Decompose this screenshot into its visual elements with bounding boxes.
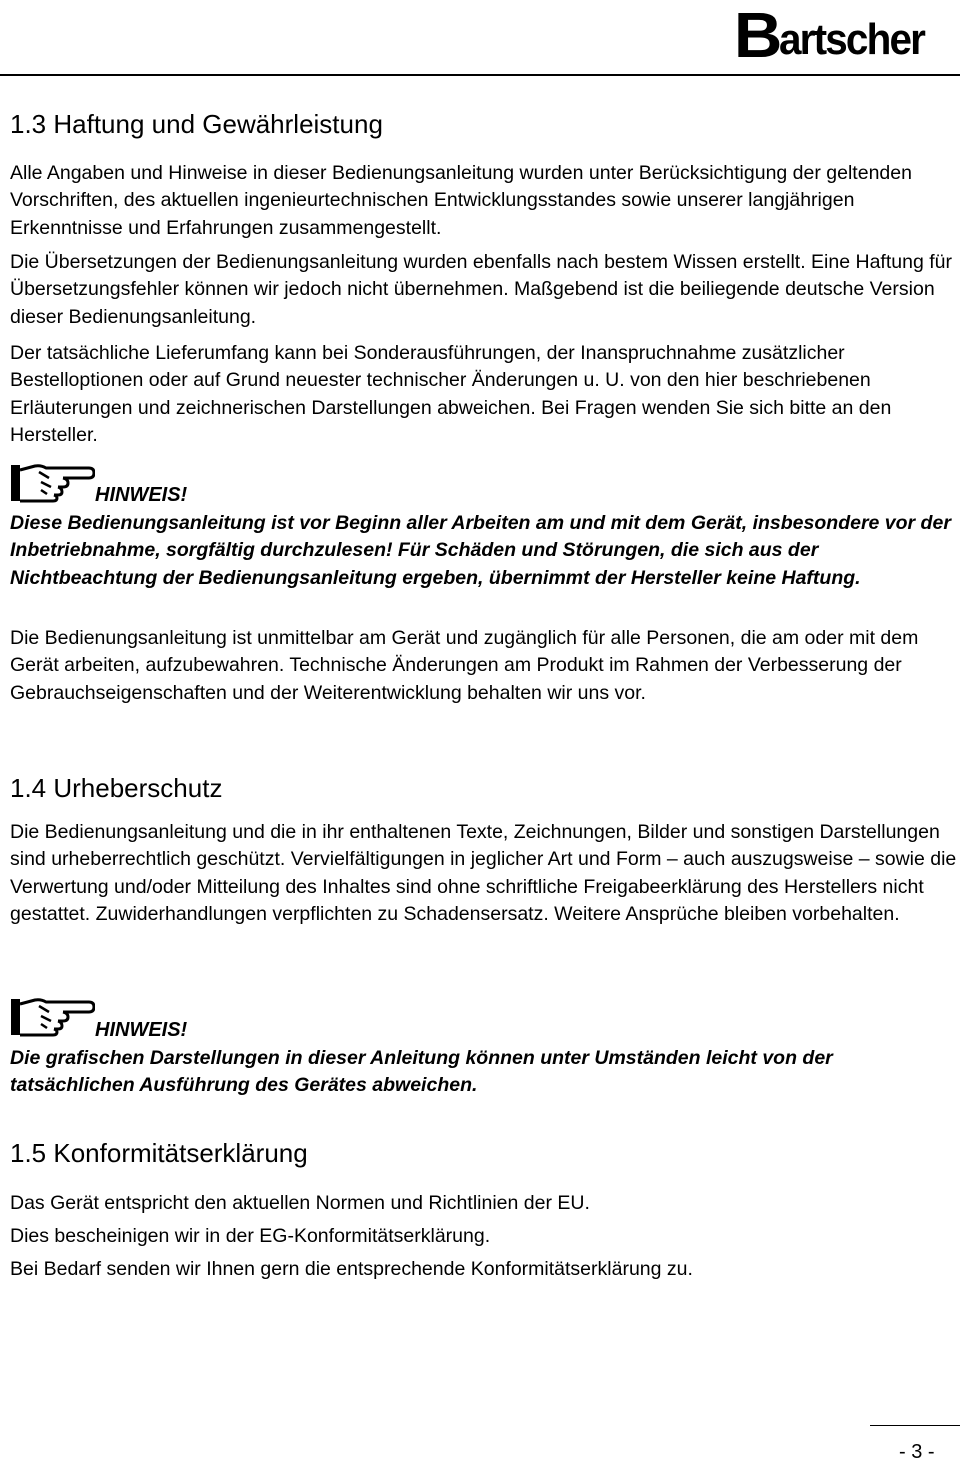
paragraph: Bei Bedarf senden wir Ihnen gern die entsprechende Konformitätserklärung zu. xyxy=(10,1258,693,1280)
note-label: HINWEIS! xyxy=(95,1019,188,1041)
paragraph: Dies bescheinigen wir in der EG-Konformitätserklärung. xyxy=(10,1225,491,1247)
logo-initial: B xyxy=(733,0,781,71)
paragraph: Die Bedienungsanleitung und die in ihr enthaltenen Texte, Zeichnungen, Bilder und sonstigen Darstellungen sind urheberrechtlich geschützt. Vervielfältigungen in jeglicher Art und Form – auch auszugsweise – sowie die Verwertung und/oder Mitteilung des Inhaltes sind ohne schriftliche Freigabeerklärung des Herstellers nicht gestattet. Zuwiderhandlungen verpflichten zu Schadensersatz. Weitere Ansprüche bleiben vorbehalten. xyxy=(10,821,957,925)
page-number: - 3 - xyxy=(899,1441,935,1463)
section-title-1-5: 1.5 Konformitätserklärung xyxy=(10,1138,308,1168)
note-text: Die grafischen Darstellungen in dieser Anleitung können unter Umständen leicht von der tatsächlichen Ausführung des Gerätes abweichen. xyxy=(10,1047,833,1097)
logo-rest: artscher xyxy=(779,15,925,64)
footer-divider xyxy=(870,1425,960,1426)
note-text: Diese Bedienungsanleitung ist vor Beginn aller Arbeiten am und mit dem Gerät, insbesondere vor der Inbetriebnahme, sorgfältig durchzulesen! Für Schäden und Störungen, die sich aus der Nichtbeachtung der Bedienungsanleitung ergeben, übernimmt der Hersteller keine Haftung. xyxy=(10,512,951,589)
note-label: HINWEIS! xyxy=(95,484,188,506)
header-divider xyxy=(0,74,960,76)
paragraph: Der tatsächliche Lieferumfang kann bei Sonderausführungen, der Inanspruchnahme zusätzlicher Bestelloptionen oder auf Grund neuester technischer Änderungen u. U. von den hier beschriebenen Erläuterungen und zeichnerischen Darstellungen abweichen. Bei Fragen wenden Sie sich bitte an den Hersteller. xyxy=(10,342,892,446)
section-title-1-3: 1.3 Haftung und Gewährleistung xyxy=(10,109,383,139)
paragraph: Alle Angaben und Hinweise in dieser Bedienungsanleitung wurden unter Berücksichtigung der geltenden Vorschriften, des aktuellen ingenieurtechnischen Entwicklungsstandes sowie unserer langjährigen Erkenntnisse und Erfahrungen zusammengestellt. xyxy=(10,162,912,239)
pointing-hand-icon xyxy=(11,996,95,1038)
brand-logo xyxy=(733,0,937,71)
pointing-hand-icon xyxy=(11,462,95,504)
section-title-1-4: 1.4 Urheberschutz xyxy=(10,773,223,803)
paragraph: Das Gerät entspricht den aktuellen Normen und Richtlinien der EU. xyxy=(10,1192,590,1214)
paragraph: Die Übersetzungen der Bedienungsanleitung wurden ebenfalls nach bestem Wissen erstellt. Eine Haftung für Übersetzungsfehler können wir jedoch nicht übernehmen. Maßgebend ist die beiliegende deutsche Version dieser Bedienungsanleitung. xyxy=(10,251,952,328)
paragraph: Die Bedienungsanleitung ist unmittelbar am Gerät und zugänglich für alle Personen, die am oder mit dem Gerät arbeiten, aufzubewahren. Technische Änderungen am Produkt im Rahmen der Verbesserung der Gebrauchseigenschaften und der Weiterentwicklung behalten wir uns vor. xyxy=(10,627,919,704)
